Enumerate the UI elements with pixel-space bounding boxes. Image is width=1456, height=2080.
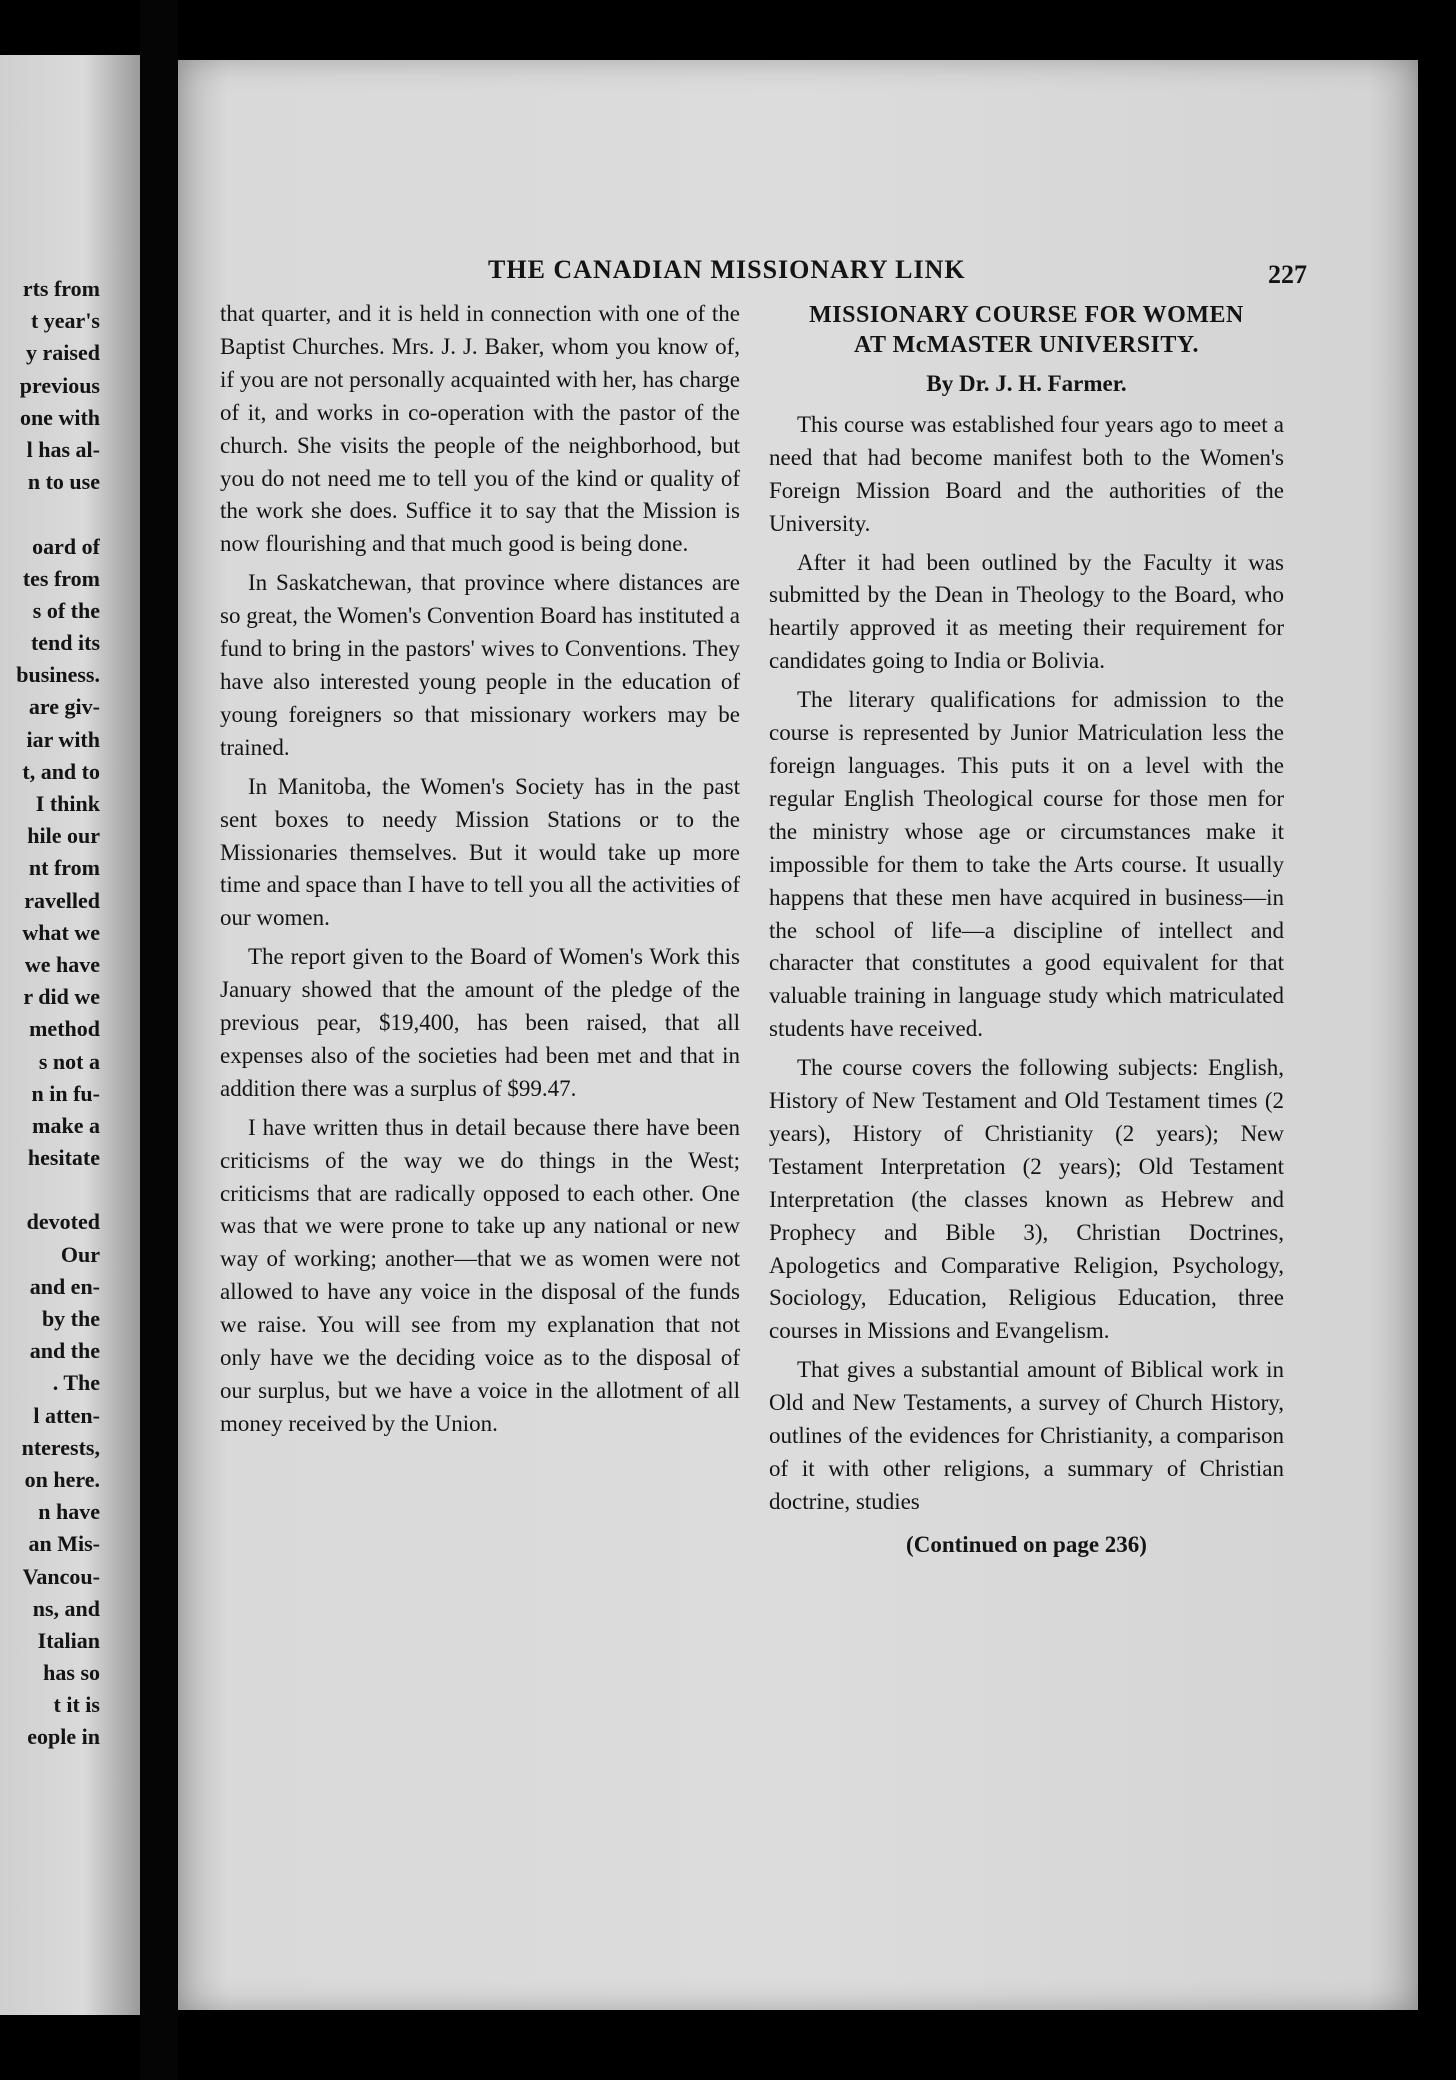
facing-page-line: r did we: [23, 984, 100, 1010]
facing-page-line: [0, 498, 100, 530]
facing-page-line: hile our: [27, 823, 100, 849]
paragraph: That gives a substantial amount of Biblical work in Old and New Testaments, a survey of Church History, outlines of the evidences for Christianity, a comparison of it with other religions, a summary of Christian doctrine, studies: [769, 1357, 1284, 1514]
right-column: [769, 300, 1284, 1562]
facing-page-line: previous: [19, 372, 100, 398]
facing-page-line: tend its: [30, 630, 100, 656]
facing-page-line: s not a: [38, 1048, 100, 1074]
facing-page-line: Italian: [37, 1627, 100, 1653]
paragraph: In Saskatchewan, that province where distances are so great, the Women's Convention Board has instituted a fund to bring in the pastors' wives to Conventions. They have also interested young people in the education of young foreigners so that missionary workers may be trained.: [220, 570, 740, 760]
facing-page-line: l has al-: [26, 436, 100, 462]
facing-page-line: y raised: [26, 340, 100, 366]
facing-page-line: n in fu-: [31, 1080, 100, 1106]
facing-page-line: n have: [38, 1499, 100, 1525]
facing-page-line: what we: [22, 919, 100, 945]
facing-page-text: [0, 273, 100, 1754]
paragraph: In Manitoba, the Women's Society has in the past sent boxes to needy Mission Stations or to the Missionaries themselves. But it would take up more time and space than I have to tell you all the activities of our women.: [220, 773, 740, 931]
facing-page-line: Our: [60, 1241, 100, 1267]
facing-page-line: by the: [41, 1306, 100, 1331]
facing-page-line: nterests,: [21, 1434, 100, 1460]
paragraph: This course was established four years ago to meet a need that had become manifest both to the Women's Foreign Mission Board and the authorities of the University.: [769, 411, 1284, 536]
left-column: [220, 298, 740, 1447]
facing-page-line: hesitate: [27, 1145, 100, 1171]
facing-page-line: s of the: [32, 597, 100, 623]
facing-page-line: we have: [24, 951, 100, 977]
facing-page-line: has so: [43, 1660, 100, 1686]
facing-page-line: method: [29, 1016, 100, 1042]
book-gutter: [140, 0, 178, 2080]
facing-page-line: tes from: [22, 565, 100, 591]
facing-page-line: eople in: [27, 1724, 100, 1750]
facing-page-line: devoted: [26, 1209, 100, 1235]
paragraph: that quarter, and it is held in connection with one of the Baptist Churches. Mrs. J. J. Baker, whom you know of, if you are not personally acquainted with her, has charge of it, and works in co-operation with the pastor of the church. She visits the people of the neighborhood, but you do not need me to tell you of the kind or quality of the work she does. Suffice it to say that the Mission is now flourishing and that much good is being done.: [220, 301, 740, 557]
page-number: 227: [1268, 260, 1307, 289]
continued-notice: (Continued on page 236): [906, 1531, 1147, 1557]
facing-page-line: t year's: [30, 308, 100, 334]
paragraph: I have written thus in detail because there have been criticisms of the way we do things in the West; criticisms that are radically opposed to each other. One was that we were prone to take up any national or new way of working; another—that we as women were not allowed to have any voice in the disposal of the funds we raise. You will see from my explanation that not only have we the deciding voice as to the disposal of our surplus, but we have a voice in the allotment of all money received by the Union.: [220, 1114, 740, 1436]
facing-page-line: l atten-: [33, 1402, 100, 1428]
facing-page-line: business.: [16, 662, 100, 688]
facing-page-line: . The: [52, 1370, 100, 1396]
paragraph: The report given to the Board of Women's Work this January showed that the amount of the pledge of the previous pear, $19,400, has been raised, that all expenses also of the societies had been met and that in addition there was a surplus of $99.47.: [220, 944, 740, 1101]
paragraph: The literary qualifications for admission to the course is represented by Junior Matriculation less the foreign languages. This puts it on a level with the regular English Theological course for those men for the ministry whose age or circumstances make it impossible for them to take the Arts course. It usually happens that these men have acquired in business—in the school of life—a discipline of intellect and character that constitutes a good equivalent for that valuable training in language study which matriculated students have received.: [769, 687, 1284, 1042]
facing-page-line: [0, 1174, 100, 1206]
facing-page-line: oard of: [32, 533, 100, 559]
facing-page-line: ns, and: [32, 1595, 100, 1621]
facing-page-line: and the: [29, 1338, 100, 1364]
facing-page-fragment: [0, 55, 140, 2015]
facing-page-line: I think: [35, 791, 100, 816]
facing-page-line: ravelled: [24, 887, 100, 913]
facing-page-line: n to use: [27, 469, 100, 495]
facing-page-line: make a: [32, 1112, 100, 1138]
facing-page-line: on here.: [24, 1466, 100, 1492]
article-title-line: AT McMASTER UNIVERSITY.: [853, 332, 1200, 358]
facing-page-line: nt from: [28, 855, 100, 881]
facing-page-line: rts from: [22, 276, 100, 301]
byline: By Dr. J. H. Farmer.: [926, 371, 1127, 396]
running-head: THE CANADIAN MISSIONARY LINK: [488, 255, 966, 284]
facing-page-line: are giv-: [28, 694, 100, 720]
facing-page-line: Vancou-: [22, 1563, 100, 1589]
facing-page-line: iar with: [26, 726, 100, 752]
facing-page-line: t it is: [53, 1692, 100, 1718]
magazine-page: [178, 60, 1418, 2010]
facing-page-line: and en-: [29, 1273, 100, 1299]
facing-page-line: one with: [19, 404, 100, 430]
facing-page-line: an Mis-: [28, 1531, 100, 1557]
paragraph: The course covers the following subjects: English, History of New Testament and Old Testament times (2 years), History of Christianity (2 years); New Testament Interpretation (2 years); Old Testament Interpretation (the classes known as Hebrew and Prophecy and Bible 3), Christian Doctrines, Apologetics and Comparative Religion, Psychology, Sociology, Education, Religious Education, three courses in Missions and Evangelism.: [769, 1055, 1284, 1344]
article-title-line: MISSIONARY COURSE FOR WOMEN: [809, 302, 1244, 328]
paragraph: After it had been outlined by the Faculty it was submitted by the Dean in Theology to the Board, who heartily approved it as meeting their requirement for candidates going to India or Bolivia.: [769, 549, 1284, 674]
article-title: [769, 300, 1284, 360]
facing-page-line: t, and to: [22, 758, 100, 784]
